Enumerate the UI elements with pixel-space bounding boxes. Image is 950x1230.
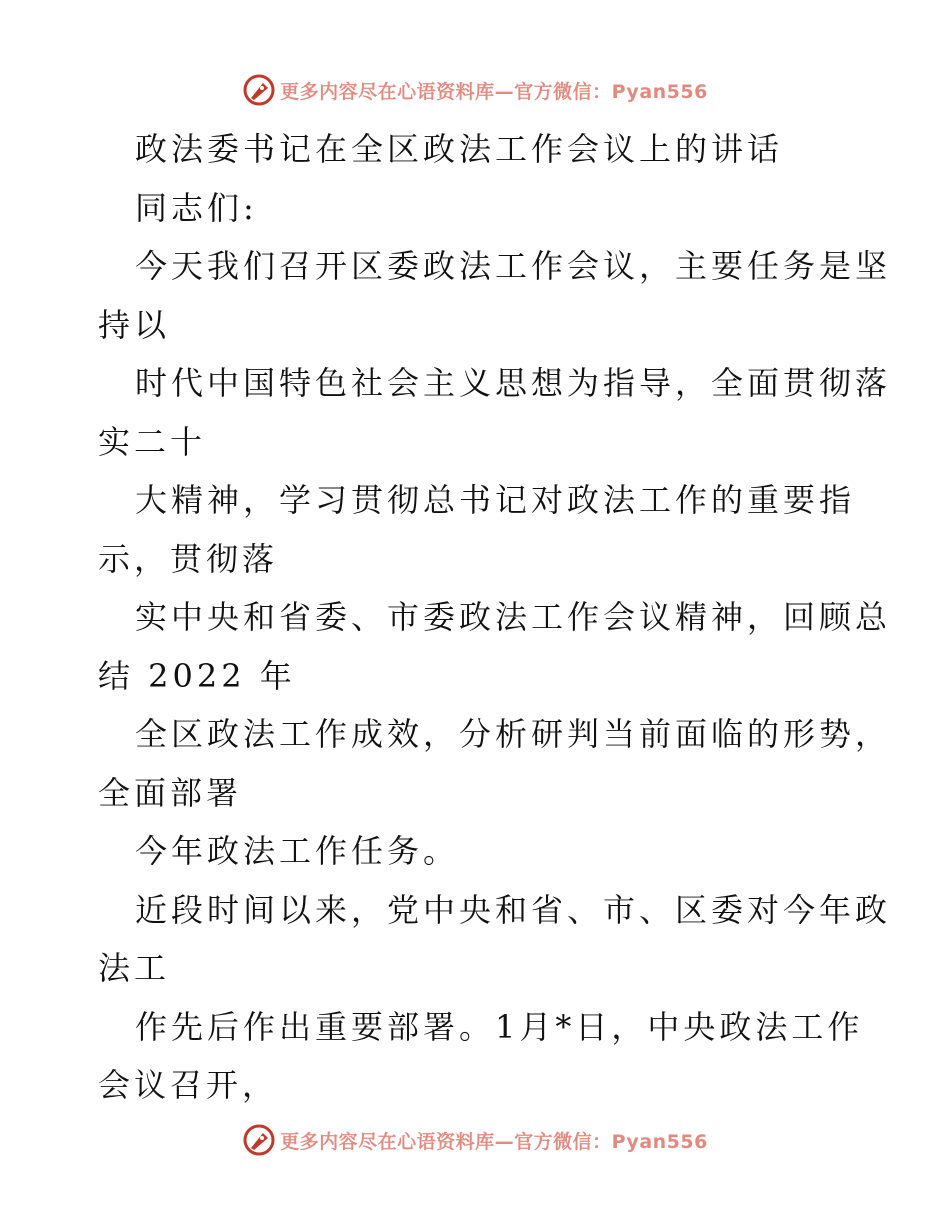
footer-watermark <box>0 1120 950 1160</box>
text-line: 同志们: <box>135 188 258 227</box>
text-line: 时代中国特色社会主义思想为指导，全面贯彻落 <box>135 364 892 402</box>
pen-nib-circle-icon <box>242 73 276 107</box>
document-body <box>98 124 892 1119</box>
text-line: 近段时间以来，党中央和省、市、区委对今年政 <box>135 890 892 929</box>
text-line: 实中央和省委、市委政法工作会议精神，回顾总 <box>135 598 892 636</box>
watermark-text: 更多内容尽在心语资料库—官方微信：Pyan556 <box>280 1130 708 1153</box>
text-line: 法工 <box>98 949 171 987</box>
text-line: 大精神，学习贯彻总书记对政法工作的重要指 <box>135 481 856 519</box>
text-line: 全面部署 <box>98 773 243 812</box>
text-line: 今天我们召开区委政法工作会议，主要任务是坚 <box>135 247 892 285</box>
text-line: 持以 <box>98 305 171 344</box>
document-title: 政法委书记在全区政法工作会议上的讲话 <box>135 130 784 168</box>
text-line: 结 2022 年 <box>98 656 296 695</box>
text-line: 实二十 <box>98 422 207 461</box>
text-line: 今年政法工作任务。 <box>135 832 460 870</box>
pen-nib-circle-icon <box>242 1123 276 1157</box>
header-watermark <box>0 70 950 110</box>
watermark-text: 更多内容尽在心语资料库—官方微信：Pyan556 <box>280 80 708 103</box>
text-line: 全区政法工作成效，分析研判当前面临的形势， <box>135 715 892 753</box>
text-line: 示，贯彻落 <box>98 539 279 578</box>
text-line: 会议召开， <box>98 1066 279 1104</box>
text-line: 作先后作出重要部署。1月*日，中央政法工作 <box>135 1007 864 1046</box>
